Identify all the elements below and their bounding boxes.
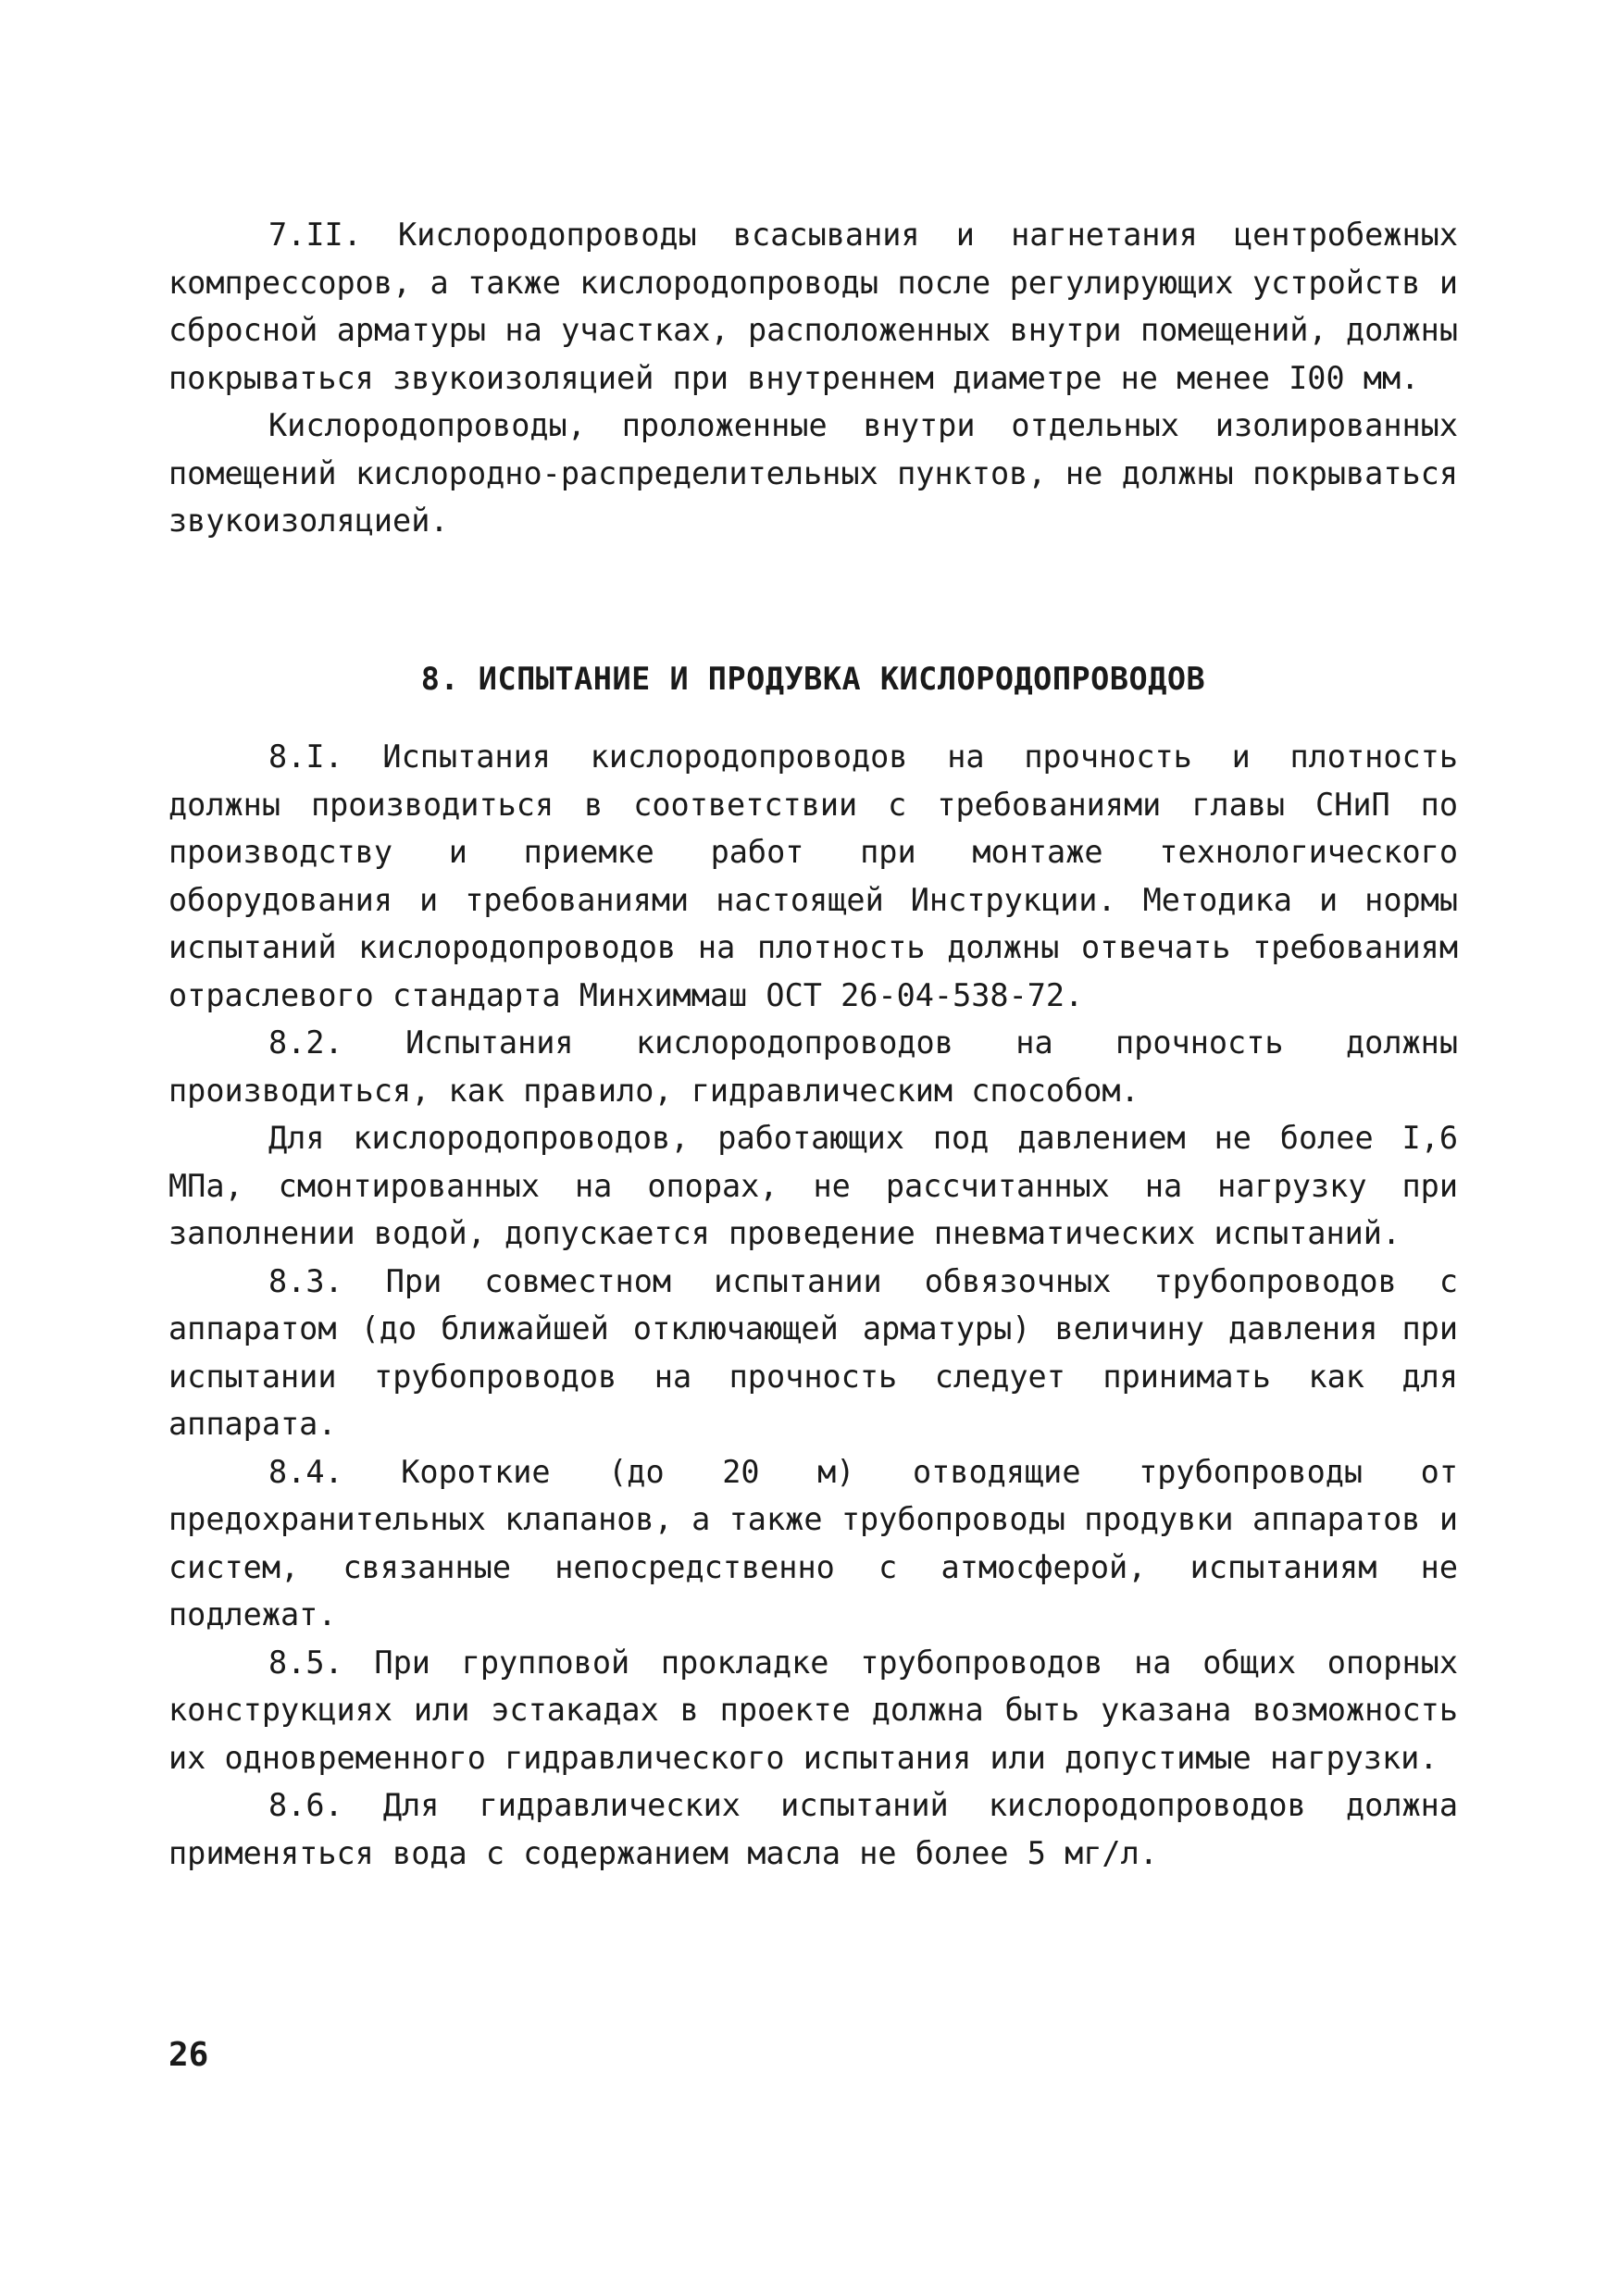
paragraph-8-3: 8.3. При совместном испытании обвязочных трубопроводов с аппаратом (до ближайшей отключающей арматуры) величину давления при испытании трубопроводов на прочность следует принимать как для аппарата. xyxy=(168,1262,1458,1442)
paragraph-7-11: 7.II. Кислородопроводы всасывания и нагнетания центробежных компрессоров, а также кислородопроводы после регулирующих устройств и сбросной арматуры на участках, расположенных внутри помещений, должны покрываться звукоизоляцией при внутреннем диаметре не менее I00 мм. xyxy=(168,217,1458,396)
paragraph-8-6: 8.6. Для гидравлических испытаний кислородопроводов должна применяться вода с содержанием масла не более 5 мг/л. xyxy=(168,1787,1458,1871)
intro-text-block xyxy=(168,211,1458,545)
paragraph-8-2-continued: Для кислородопроводов, работающих под давлением не более I,6 МПа, смонтированных на опорах, не рассчитанных на нагрузку при заполнении водой, допускается проведение пневматических испытаний. xyxy=(168,1120,1458,1251)
paragraph-8-1: 8.I. Испытания кислородопроводов на прочность и плотность должны производиться в соответствии с требованиями главы СНиП по производству и приемке работ при монтаже технологического оборудования и требованиями настоящей Инструкции. Методика и нормы испытаний кислородопроводов на плотность должны отвечать требованиям отраслевого стандарта Минхиммаш ОСТ 26-04-538-72. xyxy=(168,738,1458,1013)
paragraph-8-2: 8.2. Испытания кислородопроводов на прочность должны производиться, как правило, гидравлическим способом. xyxy=(168,1024,1458,1109)
section-heading-8: 8. ИСПЫТАНИЕ И ПРОДУВКА КИСЛОРОДОПРОВОДОВ xyxy=(420,661,1206,697)
page-number: 26 xyxy=(168,2036,209,2074)
paragraph-7-11-continued: Кислородопроводы, проложенные внутри отдельных изолированных помещений кислородно-распределительных пунктов, не должны покрываться звукоизоляцией. xyxy=(168,407,1458,539)
section-8-text-block xyxy=(168,733,1458,1877)
paragraph-8-4: 8.4. Короткие (до 20 м) отводящие трубопроводы от предохранительных клапанов, а также трубопроводы продувки аппаратов и систем, связанные непосредственно с атмосферой, испытаниям не подлежат. xyxy=(168,1453,1458,1632)
paragraph-8-5: 8.5. При групповой прокладке трубопроводов на общих опорных конструкциях или эстакадах в проекте должна быть указана возможность их одновременного гидравлического испытания или допустимые нагрузки. xyxy=(168,1644,1458,1776)
